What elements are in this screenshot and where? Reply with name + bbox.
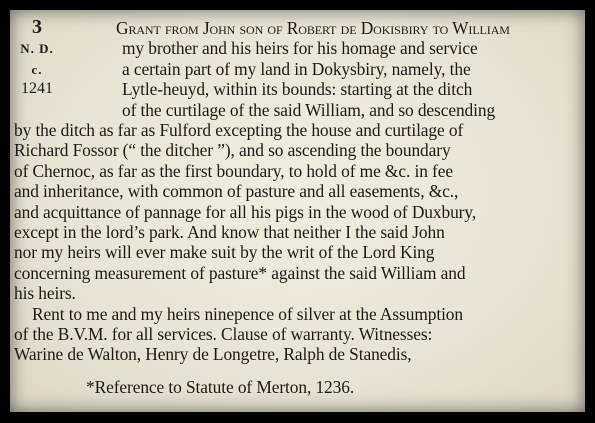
text-line-16: of the B.V.M. for all services. Clause of warranty. Witnesses: <box>14 324 433 344</box>
text-line-4: Lytle-heuyd, within its bounds: starting at the ditch <box>122 79 473 100</box>
text-line-17: Warine de Walton, Henry de Longetre, Ralph de Stanedis, <box>14 344 412 365</box>
entry-number: 3 <box>32 16 42 38</box>
text-line-15: Rent to me and my heirs ninepence of silver at the Assumption <box>32 303 463 324</box>
circa-marker: c. <box>31 61 43 77</box>
no-date-marker: N. D. <box>20 41 54 57</box>
text-line-11: except in the lord’s park. And know that neither I the said John <box>14 222 445 242</box>
document-page <box>10 10 585 412</box>
text-line-7: Richard Fossor (“ the ditcher ”), and so ascending the boundary <box>14 140 451 161</box>
text-line-2: my brother and his heirs for his homage and service <box>122 38 478 59</box>
text-line-8: of Chernoc, as far as the first boundary, to hold of me &c. in fee <box>14 160 453 181</box>
text-line-12: nor my heirs will ever make suit by the writ of the Lord King <box>14 242 435 263</box>
text-line-9: and inheritance, with common of pasture and all easements, &c., <box>14 181 459 202</box>
text-line-13: concerning measurement of pasture* against the said William and <box>14 262 466 283</box>
text-line-10: and acquittance of pannage for all his pigs in the wood of Duxbury, <box>14 201 477 222</box>
text-line-14: his heirs. <box>14 283 76 304</box>
footnote: *Reference to Statute of Merton, 1236. <box>86 376 355 397</box>
text-line-3: a certain part of my land in Dokysbiry, namely, the <box>122 58 471 79</box>
text-line-1: Grant from John son of Robert de Dokisbiry to William <box>116 18 510 38</box>
text-line-6: by the ditch as far as Fulford excepting the house and curtilage of <box>14 120 464 140</box>
text-line-5: of the curtilage of the said William, and so descending <box>122 99 496 120</box>
year-marker: 1241 <box>21 80 53 98</box>
